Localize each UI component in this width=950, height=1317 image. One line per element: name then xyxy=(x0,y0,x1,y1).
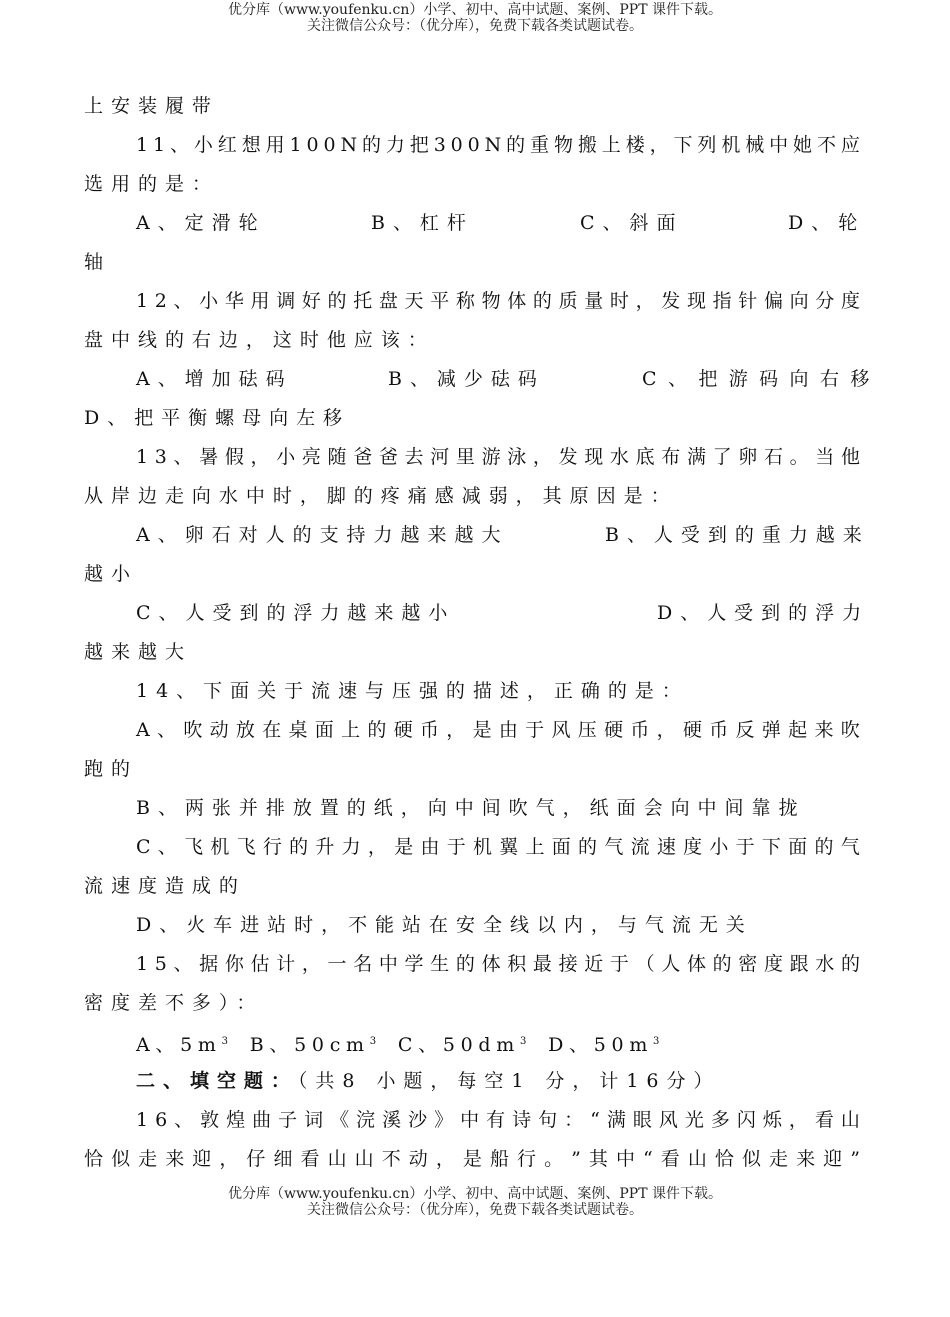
question-12-stem: 1 2 、 小 华 用 调 好 的 托 盘 天 平 称 物 体 的 质 量 时 ， 发 现 指 针 偏 向 分 度 xyxy=(136,290,860,312)
text-line: 恰 似 走 来 迎 ， 仔 细 看 山 山 不 动 ， 是 船 行 。 ” 其 中 “ 看 山 恰 似 走 来 迎 ” xyxy=(84,1148,860,1170)
option-b: B、减少砝码 xyxy=(388,368,545,390)
question-15-options xyxy=(136,1031,860,1056)
question-14-stem: 14、下面关于流速与压强的描述，正确的是： xyxy=(136,680,689,702)
section-title: 二、填空题： xyxy=(136,1070,298,1092)
text-line: 盘中线的右边，这时他应该： xyxy=(84,329,435,351)
option-a: A、卵石对人的支持力越来越大 xyxy=(136,524,509,546)
text-line: 上安装履带 xyxy=(84,95,219,117)
option-a: A、定滑轮 xyxy=(136,212,266,234)
text-line: 从岸边走向水中时，脚的疼痛感减弱，其原因是： xyxy=(84,485,678,507)
section-info: （共8 小题，每空1 分，计16分） xyxy=(297,1070,721,1092)
text-line: 轴 xyxy=(84,251,111,273)
text-line: 流速度造成的 xyxy=(84,875,246,897)
option-d: D、轮 xyxy=(788,212,866,234)
text-line: 越来越大 xyxy=(84,641,192,663)
option-d: D、人受到的浮力 xyxy=(657,602,870,624)
section-heading xyxy=(136,1070,860,1092)
option-b: B、人受到的重力越来 xyxy=(605,524,870,546)
option-c: C、人受到的浮力越来越小 xyxy=(136,602,456,624)
text-line: 选用的是： xyxy=(84,173,219,195)
header-line-2: 关注微信公众号：（优分库），免费下载各类试题试卷。 xyxy=(307,18,643,34)
option-c: C、把游码向右移 xyxy=(642,368,881,390)
option-a: A、增加砝码 xyxy=(136,368,293,390)
option-b: B、杠杆 xyxy=(371,212,474,234)
question-16-stem: 1 6 、 敦 煌 曲 子 词 《 浣 溪 沙 》 中 有 诗 句 ： “ 满 眼 风 光 多 闪 烁 ， 看 山 xyxy=(136,1109,860,1131)
footer-line-2: 关注微信公众号：（优分库），免费下载各类试题试卷。 xyxy=(307,1202,643,1218)
question-11-stem: 1 1 、 小 红 想 用 1 0 0 N 的 力 把 3 0 0 N 的 重 物 搬 上 楼 ， 下 列 机 械 中 她 不 应 xyxy=(136,134,860,156)
option-b: B、两张并排放置的纸，向中间吹气，纸面会向中间靠拢 xyxy=(136,797,806,819)
option-c: C、$50dm^3$ xyxy=(397,1034,527,1056)
option-a: A、$5m^3$ xyxy=(136,1034,229,1056)
text-line: 跑的 xyxy=(84,758,138,780)
footer-line-1: 优分库（www.youfenku.cn）小学、初中、高中试题、案例、PPT 课件下载。 xyxy=(227,1186,722,1202)
option-c: C、斜面 xyxy=(580,212,684,234)
option-d: D、把平衡螺母向左移 xyxy=(84,407,351,429)
option-a: A 、 吹 动 放 在 桌 面 上 的 硬 币 ， 是 由 于 风 压 硬 币 ， 硬 币 反 弹 起 来 吹 xyxy=(136,719,860,741)
option-d: D、$50m^3$ xyxy=(548,1034,660,1056)
option-d: D、火车进站时，不能站在安全线以内，与气流无关 xyxy=(136,914,753,936)
option-b: B、$50cm^3$ xyxy=(249,1034,377,1056)
question-15-stem: 1 5 、 据 你 估 计 ， 一 名 中 学 生 的 体 积 最 接 近 于 （ 人 体 的 密 度 跟 水 的 xyxy=(136,953,860,975)
text-line: 密度差不多）： xyxy=(84,992,264,1014)
header-line-1: 优分库（www.youfenku.cn）小学、初中、高中试题、案例、PPT 课件下载。 xyxy=(227,2,722,18)
text-line: 越小 xyxy=(84,563,138,585)
option-c: C 、 飞 机 飞 行 的 升 力 ， 是 由 于 机 翼 上 面 的 气 流 速 度 小 于 下 面 的 气 xyxy=(136,836,860,858)
question-13-stem: 1 3 、 暑 假 ， 小 亮 随 爸 爸 去 河 里 游 泳 ， 发 现 水 底 布 满 了 卵 石 。 当 他 xyxy=(136,446,860,468)
